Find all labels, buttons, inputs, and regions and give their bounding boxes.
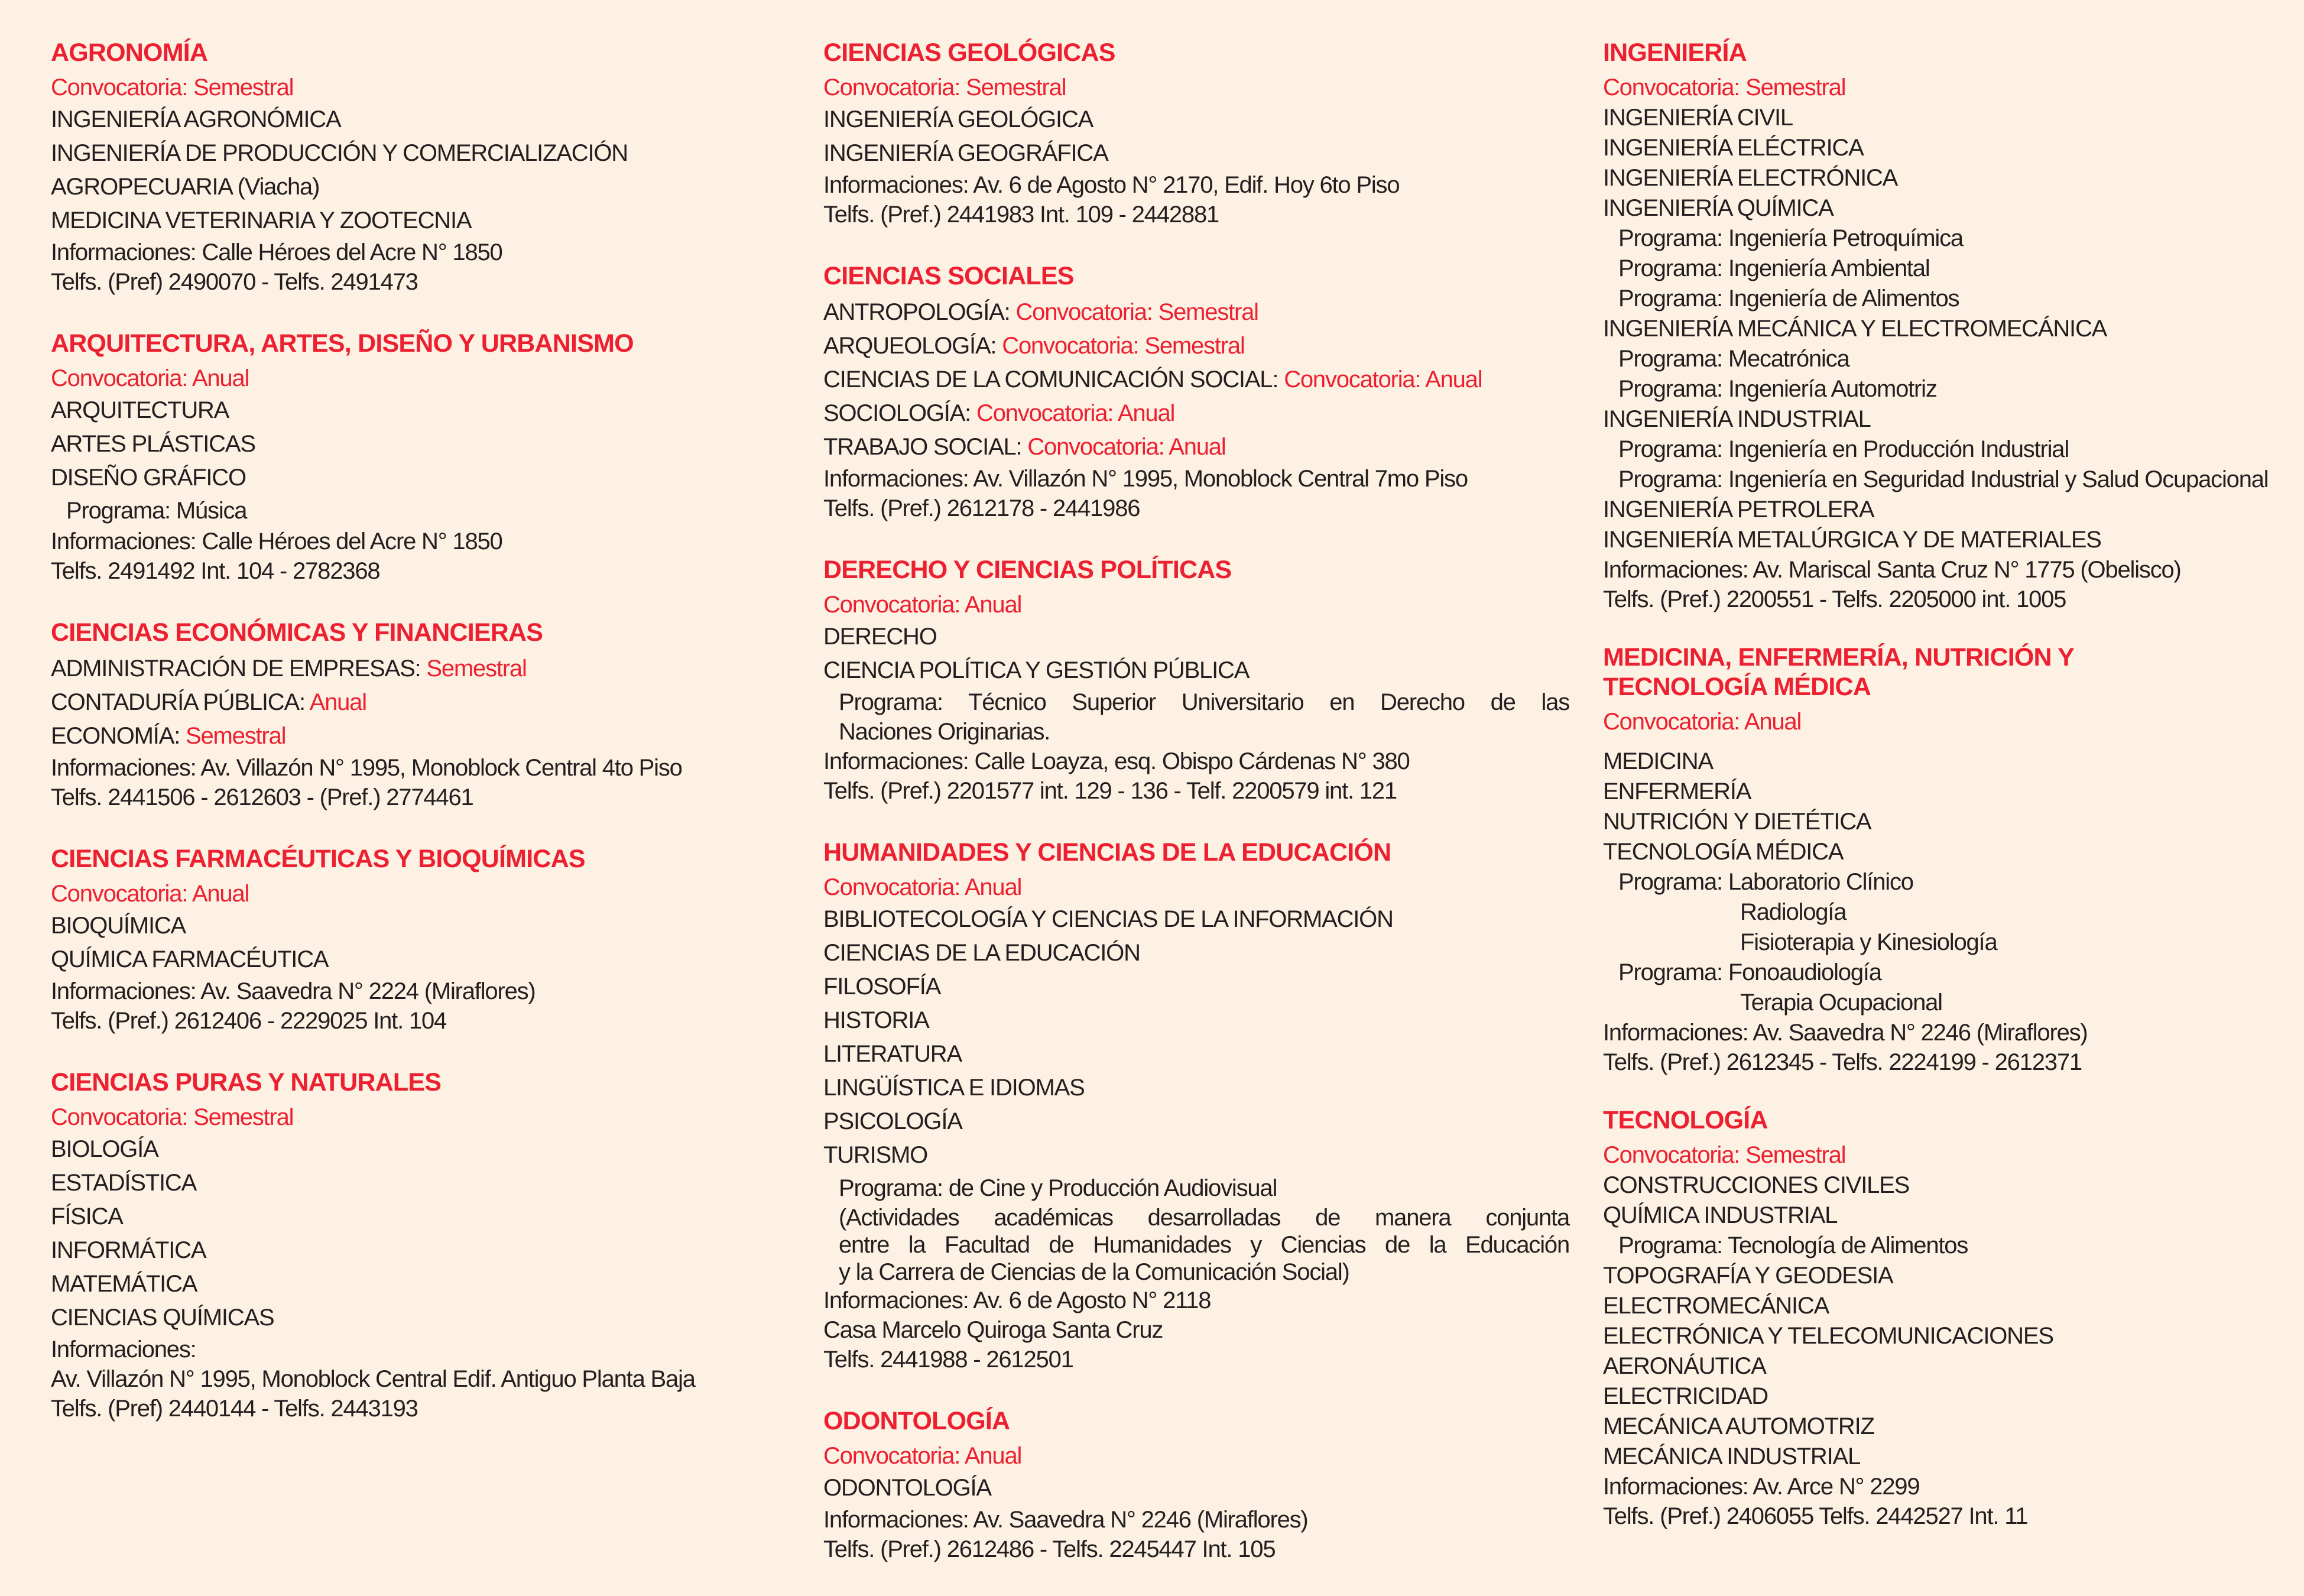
info-line: Informaciones: Calle Loayza, esq. Obispo Cárdenas N° 380 bbox=[823, 748, 1410, 774]
section-heading bbox=[1603, 643, 2303, 702]
career-item: ESTADÍSTICA bbox=[51, 1170, 197, 1196]
career-item: INGENIERÍA AGRONÓMICA bbox=[51, 106, 341, 132]
career-item bbox=[823, 329, 1569, 363]
program-item: Programa: Ingeniería en Producción Industrial bbox=[1618, 436, 2069, 462]
section-heading-line: TECNOLOGÍA MÉDICA bbox=[1603, 673, 1871, 701]
info-line: Informaciones: Av. Villazón N° 1995, Monoblock Central 7mo Piso bbox=[823, 466, 1468, 492]
career-item: INGENIERÍA GEOLÓGICA bbox=[823, 106, 1093, 132]
info-line: Telfs. (Pref) 2440144 - Telfs. 2443193 bbox=[51, 1396, 418, 1422]
career-convocatoria: Convocatoria: Anual bbox=[971, 400, 1175, 426]
info-line: Telfs. 2491492 Int. 104 - 2782368 bbox=[51, 558, 380, 584]
section-heading bbox=[823, 1406, 1569, 1436]
convocatoria-note: Convocatoria: Anual bbox=[51, 365, 249, 391]
faculty-section bbox=[1603, 38, 2303, 614]
section-heading-line: HUMANIDADES Y CIENCIAS DE LA EDUCACIÓN bbox=[823, 838, 1391, 867]
info-line: Informaciones: Av. Saavedra N° 2246 (Miraflores) bbox=[1603, 1020, 2088, 1046]
career-item: PSICOLOGÍA bbox=[823, 1108, 962, 1134]
paragraph-line: y la Carrera de Ciencias de la Comunicación Social) bbox=[839, 1259, 1349, 1285]
section-heading-line: CIENCIAS PURAS Y NATURALES bbox=[51, 1068, 442, 1097]
career-convocatoria: Semestral bbox=[180, 723, 286, 749]
info-line: Casa Marcelo Quiroga Santa Cruz bbox=[823, 1317, 1163, 1343]
career-item: BIOQUÍMICA bbox=[51, 913, 186, 939]
faculty-section bbox=[823, 1406, 1569, 1564]
info-line: Informaciones: Calle Héroes del Acre N° 1850 bbox=[51, 239, 502, 265]
career-name: ADMINISTRACIÓN DE EMPRESAS: bbox=[51, 656, 421, 682]
convocatoria-note: Convocatoria: Anual bbox=[823, 874, 1022, 900]
paragraph-line: Programa: Técnico Superior Universitario en Derecho de las bbox=[839, 689, 1569, 715]
info-line: Informaciones: Av. Villazón N° 1995, Monoblock Central 4to Piso bbox=[51, 755, 682, 781]
info-line: Telfs. (Pref.) 2612345 - Telfs. 2224199 - 2612371 bbox=[1603, 1049, 2082, 1075]
info-line: Telfs. (Pref.) 2612178 - 2441986 bbox=[823, 495, 1140, 521]
career-item: CIENCIAS QUÍMICAS bbox=[51, 1305, 274, 1331]
convocatoria-note: Convocatoria: Anual bbox=[823, 1443, 1022, 1469]
career-item: HISTORIA bbox=[823, 1007, 929, 1033]
convocatoria-note: Convocatoria: Anual bbox=[823, 592, 1022, 618]
career-item: DERECHO bbox=[823, 624, 937, 650]
career-item: AGROPECUARIA (Viacha) bbox=[51, 174, 320, 200]
career-item bbox=[51, 686, 797, 719]
info-line: Informaciones: Av. Saavedra N° 2224 (Miraflores) bbox=[51, 978, 536, 1004]
career-item: ELECTROMECÁNICA bbox=[1603, 1293, 1829, 1319]
program-item: Programa: de Cine y Producción Audiovisual bbox=[839, 1175, 1277, 1201]
program-note bbox=[823, 1204, 1569, 1286]
faculty-section bbox=[823, 555, 1569, 806]
section-heading-line: CIENCIAS FARMACÉUTICAS Y BIOQUÍMICAS bbox=[51, 845, 585, 873]
career-name: ECONOMÍA: bbox=[51, 723, 180, 749]
career-item: LINGÜÍSTICA E IDIOMAS bbox=[823, 1075, 1085, 1101]
career-item: ODONTOLOGÍA bbox=[823, 1475, 991, 1501]
faculty-section bbox=[51, 329, 797, 586]
career-item: ELECTRÓNICA Y TELECOMUNICACIONES bbox=[1603, 1323, 2053, 1349]
career-item: INGENIERÍA DE PRODUCCIÓN Y COMERCIALIZACIÓN bbox=[51, 140, 628, 166]
career-convocatoria: Semestral bbox=[420, 656, 527, 682]
program-item: Programa: Ingeniería de Alimentos bbox=[1618, 286, 1959, 312]
faculty-section bbox=[823, 38, 1569, 229]
career-item: FÍSICA bbox=[51, 1204, 123, 1230]
career-item: LITERATURA bbox=[823, 1041, 962, 1067]
career-item: MEDICINA VETERINARIA Y ZOOTECNIA bbox=[51, 207, 472, 233]
convocatoria-note: Convocatoria: Semestral bbox=[1603, 1142, 1846, 1168]
program-paragraph bbox=[823, 687, 1569, 747]
career-item: MECÁNICA INDUSTRIAL bbox=[1603, 1443, 1861, 1470]
career-convocatoria: Convocatoria: Anual bbox=[1021, 434, 1226, 460]
convocatoria-note: Convocatoria: Semestral bbox=[1603, 74, 1846, 100]
info-line: Informaciones: Av. 6 de Agosto N° 2170, Edif. Hoy 6to Piso bbox=[823, 172, 1400, 198]
career-item: INGENIERÍA INDUSTRIAL bbox=[1603, 406, 1871, 432]
faculty-section bbox=[823, 838, 1569, 1374]
career-item: QUÍMICA INDUSTRIAL bbox=[1603, 1202, 1838, 1228]
career-item: BIBLIOTECOLOGÍA Y CIENCIAS DE LA INFORMACIÓN bbox=[823, 906, 1393, 932]
career-item: MEDICINA bbox=[1603, 748, 1713, 774]
career-item: ELECTRICIDAD bbox=[1603, 1383, 1768, 1409]
section-heading-line: CIENCIAS GEOLÓGICAS bbox=[823, 38, 1115, 67]
program-item: Programa: Ingeniería Ambiental bbox=[1618, 255, 1930, 281]
section-heading-line: INGENIERÍA bbox=[1603, 38, 1747, 67]
career-item: TURISMO bbox=[823, 1142, 928, 1168]
program-item: Programa: Tecnología de Alimentos bbox=[1618, 1232, 1968, 1258]
career-convocatoria: Convocatoria: Anual bbox=[1278, 366, 1482, 392]
career-item bbox=[51, 652, 797, 686]
career-item: ENFERMERÍA bbox=[1603, 778, 1751, 805]
faculty-section bbox=[51, 844, 797, 1036]
faculty-section bbox=[51, 618, 797, 812]
career-name: SOCIOLOGÍA: bbox=[823, 400, 971, 426]
faculty-section bbox=[823, 261, 1569, 523]
career-name: ARQUEOLOGÍA: bbox=[823, 333, 997, 359]
career-item: CIENCIAS DE LA EDUCACIÓN bbox=[823, 940, 1140, 966]
career-item: BIOLOGÍA bbox=[51, 1136, 158, 1162]
paragraph-line: entre la Facultad de Humanidades y Ciencias de la Educación bbox=[839, 1232, 1569, 1258]
career-item: ARTES PLÁSTICAS bbox=[51, 431, 255, 457]
column-middle bbox=[823, 38, 1569, 1596]
column-left bbox=[51, 38, 797, 1455]
info-line: Informaciones: Av. Mariscal Santa Cruz N° 1775 (Obelisco) bbox=[1603, 557, 2181, 583]
column-right bbox=[1603, 38, 2303, 1559]
section-heading bbox=[51, 618, 797, 647]
career-item: FILOSOFÍA bbox=[823, 974, 941, 1000]
faculty-section bbox=[1603, 1105, 2303, 1531]
convocatoria-note: Convocatoria: Semestral bbox=[51, 74, 294, 100]
section-heading-line: ARQUITECTURA, ARTES, DISEÑO Y URBANISMO bbox=[51, 329, 634, 358]
section-heading bbox=[823, 38, 1569, 67]
program-item: Programa: Mecatrónica bbox=[1618, 346, 1849, 372]
section-heading bbox=[1603, 1105, 2303, 1135]
info-line: Telfs. (Pref.) 2441983 Int. 109 - 2442881 bbox=[823, 202, 1219, 228]
info-line: Telfs. (Pref) 2490070 - Telfs. 2491473 bbox=[51, 269, 418, 295]
career-name: CONTADURÍA PÚBLICA: bbox=[51, 689, 305, 715]
info-line: Informaciones: Av. 6 de Agosto N° 2118 bbox=[823, 1287, 1211, 1313]
career-convocatoria: Anual bbox=[304, 689, 366, 715]
section-heading bbox=[823, 261, 1569, 291]
career-item: NUTRICIÓN Y DIETÉTICA bbox=[1603, 809, 1871, 835]
info-line: Informaciones: bbox=[51, 1337, 196, 1363]
career-convocatoria: Convocatoria: Semestral bbox=[1010, 299, 1258, 325]
career-name: CIENCIAS DE LA COMUNICACIÓN SOCIAL: bbox=[823, 366, 1278, 392]
section-heading bbox=[1603, 38, 2303, 67]
info-line: Telfs. (Pref.) 2200551 - Telfs. 2205000 int. 1005 bbox=[1603, 586, 2066, 612]
career-item bbox=[823, 296, 1569, 329]
section-heading bbox=[51, 844, 797, 874]
career-item: QUÍMICA FARMACÉUTICA bbox=[51, 946, 329, 972]
section-heading-line: MEDICINA, ENFERMERÍA, NUTRICIÓN Y bbox=[1603, 643, 2075, 672]
career-item: INGENIERÍA GEOGRÁFICA bbox=[823, 140, 1108, 166]
paragraph-line: Naciones Originarias. bbox=[839, 719, 1050, 745]
program-item: Programa: Fonoaudiología bbox=[1618, 959, 1881, 985]
career-convocatoria: Convocatoria: Semestral bbox=[996, 333, 1245, 359]
career-item: CIENCIA POLÍTICA Y GESTIÓN PÚBLICA bbox=[823, 657, 1250, 683]
faculty-section bbox=[1603, 643, 2303, 1077]
career-item: INGENIERÍA ELECTRÓNICA bbox=[1603, 165, 1898, 191]
info-line: Telfs. (Pref.) 2612486 - Telfs. 2245447 Int. 105 bbox=[823, 1536, 1276, 1562]
program-subitem: Radiología bbox=[1740, 899, 1847, 925]
faculty-section bbox=[51, 38, 797, 297]
info-line: Telfs. (Pref.) 2201577 int. 129 - 136 - Telf. 2200579 int. 121 bbox=[823, 778, 1397, 804]
section-heading-line: ODONTOLOGÍA bbox=[823, 1407, 1010, 1435]
section-heading-line: TECNOLOGÍA bbox=[1603, 1106, 1768, 1134]
section-heading-line: CIENCIAS ECONÓMICAS Y FINANCIERAS bbox=[51, 618, 543, 647]
career-item bbox=[823, 363, 1569, 397]
section-heading bbox=[51, 38, 797, 67]
program-item: Programa: Ingeniería en Seguridad Industrial y Salud Ocupacional bbox=[1618, 466, 2269, 492]
career-item: INGENIERÍA CIVIL bbox=[1603, 105, 1793, 131]
program-subitem: Terapia Ocupacional bbox=[1740, 990, 1942, 1016]
info-line: Telfs. (Pref.) 2612406 - 2229025 Int. 104 bbox=[51, 1008, 447, 1034]
career-item: INFORMÁTICA bbox=[51, 1237, 206, 1263]
career-item: INGENIERÍA ELÉCTRICA bbox=[1603, 135, 1864, 161]
career-item: INGENIERÍA QUÍMICA bbox=[1603, 195, 1834, 221]
career-item: MATEMÁTICA bbox=[51, 1271, 197, 1297]
info-line: Informaciones: Av. Saavedra N° 2246 (Miraflores) bbox=[823, 1507, 1308, 1533]
career-item: CONSTRUCCIONES CIVILES bbox=[1603, 1172, 1910, 1198]
career-item: AERONÁUTICA bbox=[1603, 1353, 1766, 1379]
section-heading bbox=[823, 838, 1569, 867]
spacer bbox=[1603, 737, 2303, 747]
section-heading-line: DERECHO Y CIENCIAS POLÍTICAS bbox=[823, 556, 1232, 584]
career-item: ARQUITECTURA bbox=[51, 397, 229, 423]
program-item: Programa: Laboratorio Clínico bbox=[1618, 869, 1913, 895]
convocatoria-note: Convocatoria: Anual bbox=[1603, 709, 1802, 735]
section-heading bbox=[51, 329, 797, 358]
career-item bbox=[823, 397, 1569, 430]
section-heading bbox=[823, 555, 1569, 585]
career-item: TOPOGRAFÍA Y GEODESIA bbox=[1603, 1263, 1893, 1289]
career-item bbox=[51, 719, 797, 753]
info-line: Informaciones: Calle Héroes del Acre N° 1850 bbox=[51, 528, 502, 554]
program-item: Programa: Música bbox=[66, 498, 247, 524]
career-name: ANTROPOLOGÍA: bbox=[823, 299, 1010, 325]
info-line: Telfs. 2441506 - 2612603 - (Pref.) 2774461 bbox=[51, 784, 473, 810]
career-item: INGENIERÍA MECÁNICA Y ELECTROMECÁNICA bbox=[1603, 316, 2107, 342]
section-heading-line: AGRONOMÍA bbox=[51, 38, 208, 67]
info-line: Informaciones: Av. Arce N° 2299 bbox=[1603, 1474, 1920, 1500]
section-heading-line: CIENCIAS SOCIALES bbox=[823, 262, 1074, 290]
career-item: TECNOLOGÍA MÉDICA bbox=[1603, 839, 1844, 865]
program-item: Programa: Ingeniería Petroquímica bbox=[1618, 225, 1963, 251]
career-item: MECÁNICA AUTOMOTRIZ bbox=[1603, 1413, 1874, 1439]
info-line: Telfs. (Pref.) 2406055 Telfs. 2442527 Int. 11 bbox=[1603, 1503, 2028, 1529]
career-item: INGENIERÍA METALÚRGICA Y DE MATERIALES bbox=[1603, 527, 2101, 553]
faculty-section bbox=[51, 1068, 797, 1423]
convocatoria-note: Convocatoria: Semestral bbox=[51, 1104, 294, 1130]
section-heading bbox=[51, 1068, 797, 1097]
career-name: TRABAJO SOCIAL: bbox=[823, 434, 1022, 460]
career-item bbox=[823, 430, 1569, 464]
paragraph-line: (Actividades académicas desarrolladas de manera conjunta bbox=[839, 1205, 1569, 1231]
program-item: Programa: Ingeniería Automotriz bbox=[1618, 376, 1937, 402]
info-line: Telfs. 2441988 - 2612501 bbox=[823, 1347, 1073, 1373]
convocatoria-note: Convocatoria: Anual bbox=[51, 881, 249, 907]
career-item: INGENIERÍA PETROLERA bbox=[1603, 497, 1874, 523]
career-item: DISEÑO GRÁFICO bbox=[51, 465, 246, 491]
convocatoria-note: Convocatoria: Semestral bbox=[823, 74, 1066, 100]
info-line: Av. Villazón N° 1995, Monoblock Central Edif. Antiguo Planta Baja bbox=[51, 1366, 695, 1392]
program-subitem: Fisioterapia y Kinesiología bbox=[1740, 929, 1997, 955]
